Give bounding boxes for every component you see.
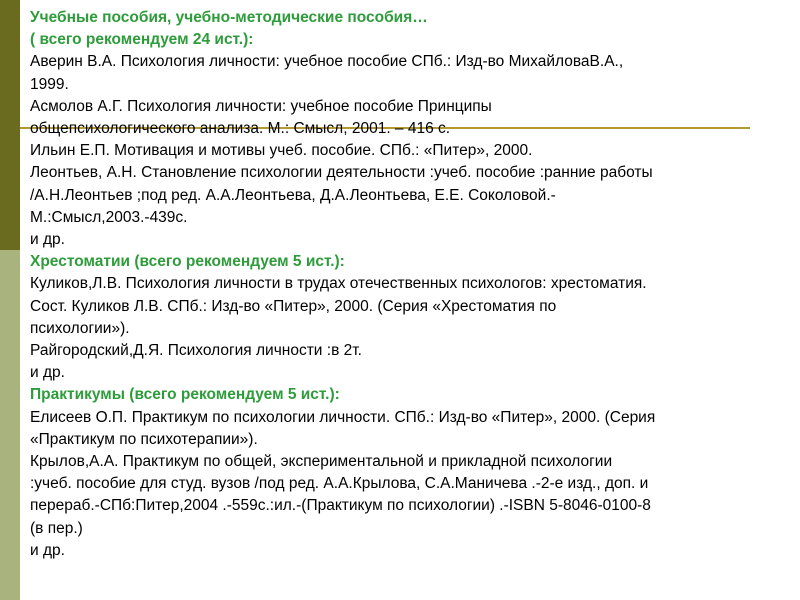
- list-item: и др.: [30, 541, 65, 559]
- list-item: М.:Смысл,2003.-439с.: [30, 208, 188, 226]
- left-accent-bar-dark: [0, 0, 20, 250]
- list-item: общепсихологического анализа. М.: Смысл, 2001. – 416 с.: [30, 120, 451, 138]
- list-item: 1999.: [30, 75, 69, 93]
- list-item: и др.: [30, 231, 65, 249]
- list-item: Елисеев О.П. Практикум по психологии личности. СПб.: Изд-во «Питер», 2000. (Серия: [30, 408, 656, 426]
- list-item: Леонтьев, А.Н. Становление психологии деятельности :учеб. пособие :ранние работы: [30, 164, 653, 182]
- list-item: /А.Н.Леонтьев ;под ред. А.А.Леонтьева, Д.А.Леонтьева, Е.Е. Соколовой.-: [30, 186, 556, 204]
- readers-heading: Хрестоматии (всего рекомендуем 5 ист.):: [30, 253, 345, 271]
- list-item: Крылов,А.А. Практикум по общей, экспериментальной и прикладной психологии: [30, 453, 613, 471]
- reading-list: [30, 7, 795, 562]
- workshops-heading: Практикумы (всего рекомендуем 5 ист.):: [30, 386, 340, 404]
- list-item: психологии»).: [30, 319, 130, 337]
- list-item: и др.: [30, 364, 65, 382]
- list-item: Асмолов А.Г. Психология личности: учебное пособие Принципы: [30, 97, 492, 115]
- list-item: :учеб. пособие для студ. вузов /под ред. А.А.Крылова, С.А.Маничева .-2-е изд., доп. и: [30, 475, 649, 493]
- list-item: перераб.-СПб:Питер,2004 .-559с.:ил.-(Практикум по психологии) .-ISBN 5-8046-0100-8: [30, 497, 651, 515]
- list-item: (в пер.): [30, 519, 83, 537]
- list-item: Райгородский,Д.Я. Психология личности :в 2т.: [30, 342, 362, 360]
- list-item: Аверин В.А. Психология личности: учебное пособие СПб.: Изд-во МихайловаВ.А.,: [30, 53, 624, 71]
- left-accent-bar-light: [0, 250, 20, 600]
- textbooks-heading: Учебные пособия, учебно-методические пособия…: [30, 9, 428, 26]
- list-item: «Практикум по психотерапии»).: [30, 430, 258, 448]
- list-item: Сост. Куликов Л.В. СПб.: Изд-во «Питер», 2000. (Серия «Хрестоматия по: [30, 297, 557, 315]
- list-item: Ильин Е.П. Мотивация и мотивы учеб. пособие. СПб.: «Питер», 2000.: [30, 142, 533, 160]
- textbooks-count: ( всего рекомендуем 24 ист.):: [30, 31, 254, 49]
- list-item: Куликов,Л.В. Психология личности в трудах отечественных психологов: хрестоматия.: [30, 275, 647, 293]
